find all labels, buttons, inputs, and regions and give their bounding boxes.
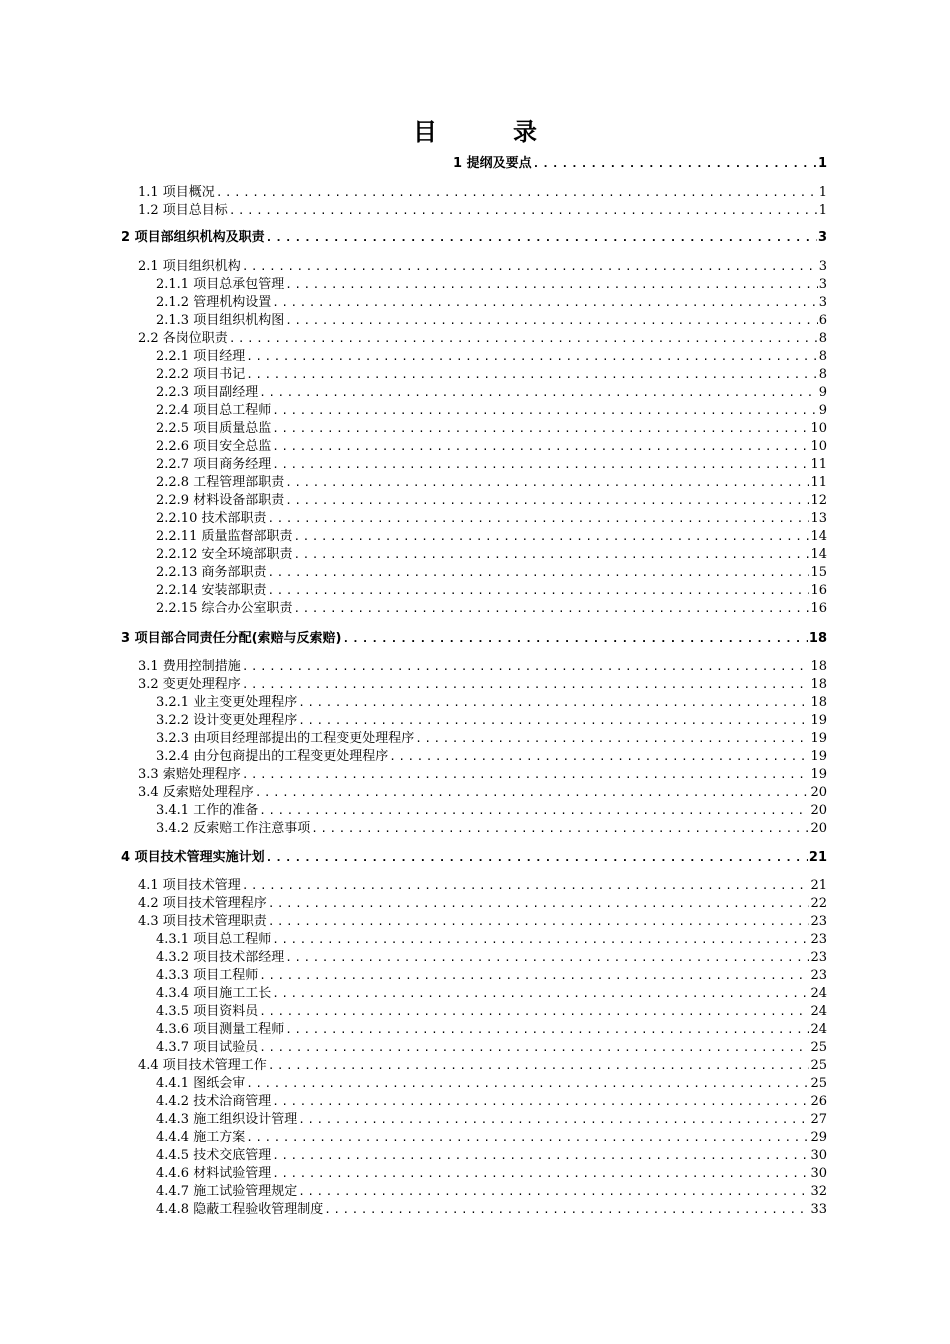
toc-entry-label: 1.2 项目总目标 bbox=[138, 203, 228, 218]
toc-entry-label: 3.4.1 工作的准备 bbox=[156, 803, 259, 818]
toc-dot-leader bbox=[268, 1057, 810, 1075]
toc-dot-leader bbox=[267, 582, 809, 600]
toc-dot-leader bbox=[272, 931, 809, 949]
toc-section-entry[interactable] bbox=[156, 456, 827, 474]
toc-dot-leader bbox=[272, 294, 818, 312]
toc-section-entry[interactable] bbox=[138, 676, 827, 694]
toc-dot-leader bbox=[266, 229, 817, 247]
toc-section-entry[interactable] bbox=[156, 1147, 827, 1165]
toc-section-entry[interactable] bbox=[156, 474, 827, 492]
toc-page-number: 29 bbox=[810, 1130, 827, 1145]
toc-dot-leader bbox=[267, 564, 809, 582]
toc-page-number: 1 bbox=[818, 185, 827, 200]
toc-entry-label: 4.4.1 图纸会审 bbox=[156, 1076, 246, 1091]
toc-chapter-entry[interactable] bbox=[121, 229, 827, 247]
toc-dot-leader bbox=[272, 456, 809, 474]
toc-entry-label: 2.2.9 材料设备部职责 bbox=[156, 493, 285, 508]
toc-section-entry[interactable] bbox=[156, 510, 827, 528]
toc-dot-leader bbox=[259, 967, 809, 985]
toc-page-number: 23 bbox=[810, 950, 827, 965]
toc-dot-leader bbox=[285, 1021, 809, 1039]
toc-dot-leader bbox=[268, 913, 810, 931]
toc-dot-leader bbox=[267, 510, 809, 528]
toc-entry-label: 2.2.2 项目书记 bbox=[156, 367, 246, 382]
toc-dot-leader bbox=[285, 949, 809, 967]
toc-section-entry[interactable] bbox=[156, 546, 827, 564]
toc-dot-leader bbox=[272, 1093, 809, 1111]
toc-entry-label: 4.4.2 技术洽商管理 bbox=[156, 1094, 272, 1109]
toc-dot-leader bbox=[311, 820, 809, 838]
toc-page-number: 20 bbox=[810, 785, 827, 800]
toc-entry-label: 3.4.2 反索赔工作注意事项 bbox=[156, 821, 311, 836]
toc-dot-leader bbox=[246, 366, 818, 384]
toc-page-number: 19 bbox=[810, 749, 827, 764]
toc-entry-label: 4.4.5 技术交底管理 bbox=[156, 1148, 272, 1163]
toc-page-number: 27 bbox=[810, 1112, 827, 1127]
toc-dot-leader bbox=[293, 546, 809, 564]
toc-dot-leader bbox=[415, 730, 809, 748]
page-title: 目 录 bbox=[413, 118, 563, 146]
toc-section-entry[interactable] bbox=[156, 694, 827, 712]
toc-section-entry[interactable] bbox=[156, 712, 827, 730]
toc-page-number: 1 bbox=[817, 156, 827, 171]
toc-dot-leader bbox=[285, 474, 809, 492]
toc-entry-label: 3 项目部合同责任分配(索赔与反索赔) bbox=[121, 631, 342, 646]
toc-dot-leader bbox=[259, 384, 818, 402]
toc-chapter-entry[interactable] bbox=[121, 849, 827, 867]
toc-entry-label: 2.1.3 项目组织机构图 bbox=[156, 313, 285, 328]
toc-page-number: 14 bbox=[810, 529, 827, 544]
toc-page-number: 8 bbox=[818, 367, 827, 382]
toc-dot-leader bbox=[242, 877, 810, 895]
toc-page-number: 1 bbox=[818, 203, 827, 218]
toc-page-number: 21 bbox=[810, 878, 827, 893]
toc-section-entry[interactable] bbox=[138, 202, 827, 220]
toc-page-number: 19 bbox=[810, 731, 827, 746]
toc-section-entry[interactable] bbox=[156, 528, 827, 546]
toc-dot-leader bbox=[272, 438, 809, 456]
toc-dot-leader bbox=[229, 202, 818, 220]
toc-page-number: 10 bbox=[810, 421, 827, 436]
toc-dot-leader bbox=[272, 402, 818, 420]
toc-section-entry[interactable] bbox=[156, 1129, 827, 1147]
toc-entry-label: 2.1 项目组织机构 bbox=[138, 259, 241, 274]
toc-entry-label: 4.3.2 项目技术部经理 bbox=[156, 950, 285, 965]
toc-section-entry[interactable] bbox=[156, 1165, 827, 1183]
toc-dot-leader bbox=[216, 184, 818, 202]
toc-entry-label: 1.1 项目概况 bbox=[138, 185, 215, 200]
toc-section-entry[interactable] bbox=[138, 330, 827, 348]
toc-section-entry[interactable] bbox=[156, 582, 827, 600]
toc-page-number: 16 bbox=[810, 601, 827, 616]
toc-dot-leader bbox=[285, 492, 809, 510]
toc-page-number: 18 bbox=[810, 695, 827, 710]
toc-entry-label: 2.2.3 项目副经理 bbox=[156, 385, 259, 400]
toc-dot-leader bbox=[259, 802, 809, 820]
toc-entry-label: 4.4.8 隐蔽工程验收管理制度 bbox=[156, 1202, 324, 1217]
toc-entry-label: 2.2.12 安全环境部职责 bbox=[156, 547, 293, 562]
toc-dot-leader bbox=[272, 1147, 809, 1165]
toc-entry-label: 4.4.7 施工试验管理规定 bbox=[156, 1184, 298, 1199]
toc-dot-leader bbox=[298, 712, 809, 730]
toc-dot-leader bbox=[533, 155, 817, 173]
toc-section-entry[interactable] bbox=[156, 600, 827, 618]
toc-dot-leader bbox=[298, 1183, 809, 1201]
toc-section-entry[interactable] bbox=[156, 1183, 827, 1201]
toc-dot-leader bbox=[293, 528, 809, 546]
toc-dot-leader bbox=[255, 784, 810, 802]
toc-entry-label: 2.2.10 技术部职责 bbox=[156, 511, 267, 526]
toc-section-entry[interactable] bbox=[138, 766, 827, 784]
toc-entry-label: 4.3.1 项目总工程师 bbox=[156, 932, 272, 947]
toc-page-number: 33 bbox=[810, 1202, 827, 1217]
toc-chapter-entry[interactable] bbox=[121, 630, 827, 648]
toc-entry-label: 4.4.3 施工组织设计管理 bbox=[156, 1112, 298, 1127]
toc-entry-label: 2.2.15 综合办公室职责 bbox=[156, 601, 293, 616]
toc-section-entry[interactable] bbox=[138, 913, 827, 931]
toc-section-entry[interactable] bbox=[156, 1201, 827, 1219]
toc-dot-leader bbox=[298, 1111, 809, 1129]
toc-entry-label: 2.2.6 项目安全总监 bbox=[156, 439, 272, 454]
toc-entry-label: 4.1 项目技术管理 bbox=[138, 878, 241, 893]
toc-dot-leader bbox=[266, 849, 808, 867]
toc-section-entry[interactable] bbox=[156, 820, 827, 838]
toc-dot-leader bbox=[268, 895, 810, 913]
toc-section-entry[interactable] bbox=[138, 895, 827, 913]
toc-entry-label: 1 提纲及要点 bbox=[453, 156, 532, 171]
toc-entry-label: 4.4.4 施工方案 bbox=[156, 1130, 246, 1145]
toc-dot-leader bbox=[242, 766, 810, 784]
toc-section-entry[interactable] bbox=[156, 384, 827, 402]
toc-page-number: 15 bbox=[810, 565, 827, 580]
toc-page-number: 26 bbox=[810, 1094, 827, 1109]
toc-page-number: 9 bbox=[818, 403, 827, 418]
toc-dot-leader bbox=[272, 985, 809, 1003]
toc-dot-leader bbox=[272, 1165, 809, 1183]
toc-page-number: 19 bbox=[810, 767, 827, 782]
toc-section-entry[interactable] bbox=[156, 492, 827, 510]
toc-page-number: 14 bbox=[810, 547, 827, 562]
toc-entry-label: 4.3.3 项目工程师 bbox=[156, 968, 259, 983]
toc-section-entry[interactable] bbox=[156, 1021, 827, 1039]
toc-page-number: 30 bbox=[810, 1148, 827, 1163]
toc-section-entry[interactable] bbox=[156, 1111, 827, 1129]
toc-dot-leader bbox=[298, 694, 809, 712]
toc-entry-label: 2.2.7 项目商务经理 bbox=[156, 457, 272, 472]
toc-entry-label: 2.2.4 项目总工程师 bbox=[156, 403, 272, 418]
toc-dot-leader bbox=[342, 630, 807, 648]
toc-page-number: 25 bbox=[810, 1076, 827, 1091]
toc-entry-label: 3.1 费用控制措施 bbox=[138, 659, 241, 674]
toc-dot-leader bbox=[242, 658, 810, 676]
toc-page-number: 22 bbox=[810, 896, 827, 911]
toc-section-entry[interactable] bbox=[156, 438, 827, 456]
toc-entry-label: 2.2.8 工程管理部职责 bbox=[156, 475, 285, 490]
toc-section-entry[interactable] bbox=[156, 1093, 827, 1111]
toc-page-number: 24 bbox=[810, 1004, 827, 1019]
toc-dot-leader bbox=[242, 676, 810, 694]
toc-dot-leader bbox=[259, 1003, 809, 1021]
toc-entry-label: 4 项目技术管理实施计划 bbox=[121, 850, 265, 865]
toc-entry-label: 3.2.1 业主变更处理程序 bbox=[156, 695, 298, 710]
toc-dot-leader bbox=[272, 420, 809, 438]
toc-page-number: 24 bbox=[810, 986, 827, 1001]
toc-entry-label: 4.3 项目技术管理职责 bbox=[138, 914, 267, 929]
toc-page-number: 30 bbox=[810, 1166, 827, 1181]
toc-entry-label: 3.2.2 设计变更处理程序 bbox=[156, 713, 298, 728]
toc-section-entry[interactable] bbox=[156, 985, 827, 1003]
toc-entry-label: 2.2.1 项目经理 bbox=[156, 349, 246, 364]
toc-section-entry[interactable] bbox=[156, 1075, 827, 1093]
toc-entry-label: 2 项目部组织机构及职责 bbox=[121, 230, 265, 245]
toc-entry-label: 4.4.6 材料试验管理 bbox=[156, 1166, 272, 1181]
toc-dot-leader bbox=[246, 1129, 809, 1147]
toc-page-number: 13 bbox=[810, 511, 827, 526]
toc-page-number: 18 bbox=[810, 677, 827, 692]
toc-dot-leader bbox=[293, 600, 809, 618]
toc-page-number: 16 bbox=[810, 583, 827, 598]
toc-page-number: 3 bbox=[818, 295, 827, 310]
toc-entry-label: 3.2.4 由分包商提出的工程变更处理程序 bbox=[156, 749, 389, 764]
toc-section-entry[interactable] bbox=[156, 949, 827, 967]
toc-entry-label: 2.2.13 商务部职责 bbox=[156, 565, 267, 580]
toc-section-entry[interactable] bbox=[156, 730, 827, 748]
toc-entry-label: 3.3 索赔处理程序 bbox=[138, 767, 241, 782]
toc-page-number: 9 bbox=[818, 385, 827, 400]
toc-page-number: 18 bbox=[808, 631, 827, 646]
toc-page-number: 6 bbox=[818, 313, 827, 328]
toc-dot-leader bbox=[259, 1039, 809, 1057]
toc-page-number: 3 bbox=[818, 259, 827, 274]
toc-page-number: 8 bbox=[818, 331, 827, 346]
toc-entry-label: 2.1.1 项目总承包管理 bbox=[156, 277, 285, 292]
toc-section-entry[interactable] bbox=[156, 366, 827, 384]
toc-page-number: 21 bbox=[808, 850, 827, 865]
toc-page-number: 8 bbox=[818, 349, 827, 364]
toc-entry-label: 4.3.6 项目测量工程师 bbox=[156, 1022, 285, 1037]
toc-page-number: 10 bbox=[810, 439, 827, 454]
toc-entry-label: 2.2.11 质量监督部职责 bbox=[156, 529, 293, 544]
toc-chapter-entry[interactable] bbox=[453, 155, 827, 173]
toc-entry-label: 2.1.2 管理机构设置 bbox=[156, 295, 272, 310]
toc-entry-label: 4.3.7 项目试验员 bbox=[156, 1040, 259, 1055]
toc-section-entry[interactable] bbox=[156, 402, 827, 420]
toc-page-number: 23 bbox=[810, 932, 827, 947]
toc-entry-label: 4.2 项目技术管理程序 bbox=[138, 896, 267, 911]
toc-page-number: 12 bbox=[810, 493, 827, 508]
toc-dot-leader bbox=[242, 258, 818, 276]
toc-section-entry[interactable] bbox=[138, 784, 827, 802]
toc-section-entry[interactable] bbox=[156, 294, 827, 312]
toc-page-number: 25 bbox=[810, 1040, 827, 1055]
toc-section-entry[interactable] bbox=[156, 276, 827, 294]
toc-dot-leader bbox=[229, 330, 818, 348]
toc-section-entry[interactable] bbox=[156, 931, 827, 949]
toc-entry-label: 2.2.14 安装部职责 bbox=[156, 583, 267, 598]
toc-section-entry[interactable] bbox=[156, 348, 827, 366]
toc-page-number: 32 bbox=[810, 1184, 827, 1199]
toc-page-number: 23 bbox=[810, 914, 827, 929]
toc-section-entry[interactable] bbox=[156, 967, 827, 985]
toc-page-number: 11 bbox=[810, 457, 827, 472]
toc-section-entry[interactable] bbox=[156, 748, 827, 766]
toc-section-entry[interactable] bbox=[156, 312, 827, 330]
toc-entry-label: 4.3.4 项目施工工长 bbox=[156, 986, 272, 1001]
toc-section-entry[interactable] bbox=[156, 1039, 827, 1057]
toc-section-entry[interactable] bbox=[138, 184, 827, 202]
toc-dot-leader bbox=[389, 748, 809, 766]
toc-dot-leader bbox=[324, 1201, 809, 1219]
toc-dot-leader bbox=[246, 348, 818, 366]
toc-dot-leader bbox=[246, 1075, 809, 1093]
toc-section-entry[interactable] bbox=[156, 420, 827, 438]
toc-page-number: 18 bbox=[810, 659, 827, 674]
toc-section-entry[interactable] bbox=[138, 1057, 827, 1075]
toc-entry-label: 4.4 项目技术管理工作 bbox=[138, 1058, 267, 1073]
toc-section-entry[interactable] bbox=[156, 1003, 827, 1021]
toc-entry-label: 2.2.5 项目质量总监 bbox=[156, 421, 272, 436]
toc-section-entry[interactable] bbox=[156, 564, 827, 582]
toc-page-number: 20 bbox=[810, 821, 827, 836]
toc-page-number: 24 bbox=[810, 1022, 827, 1037]
toc-entry-label: 3.2 变更处理程序 bbox=[138, 677, 241, 692]
toc-page-number: 23 bbox=[810, 968, 827, 983]
toc-page-number: 11 bbox=[810, 475, 827, 490]
toc-entry-label: 2.2 各岗位职责 bbox=[138, 331, 228, 346]
toc-entry-label: 3.4 反索赔处理程序 bbox=[138, 785, 254, 800]
toc-section-entry[interactable] bbox=[138, 658, 827, 676]
toc-dot-leader bbox=[285, 276, 818, 294]
toc-dot-leader bbox=[285, 312, 818, 330]
toc-entry-label: 3.2.3 由项目经理部提出的工程变更处理程序 bbox=[156, 731, 415, 746]
toc-section-entry[interactable] bbox=[138, 877, 827, 895]
toc-page-number: 25 bbox=[810, 1058, 827, 1073]
toc-entry-label: 4.3.5 项目资料员 bbox=[156, 1004, 259, 1019]
toc-section-entry[interactable] bbox=[156, 802, 827, 820]
toc-page-number: 20 bbox=[810, 803, 827, 818]
toc-page-number: 3 bbox=[818, 277, 827, 292]
toc-page-number: 3 bbox=[817, 230, 827, 245]
toc-page-number: 19 bbox=[810, 713, 827, 728]
toc-section-entry[interactable] bbox=[138, 258, 827, 276]
